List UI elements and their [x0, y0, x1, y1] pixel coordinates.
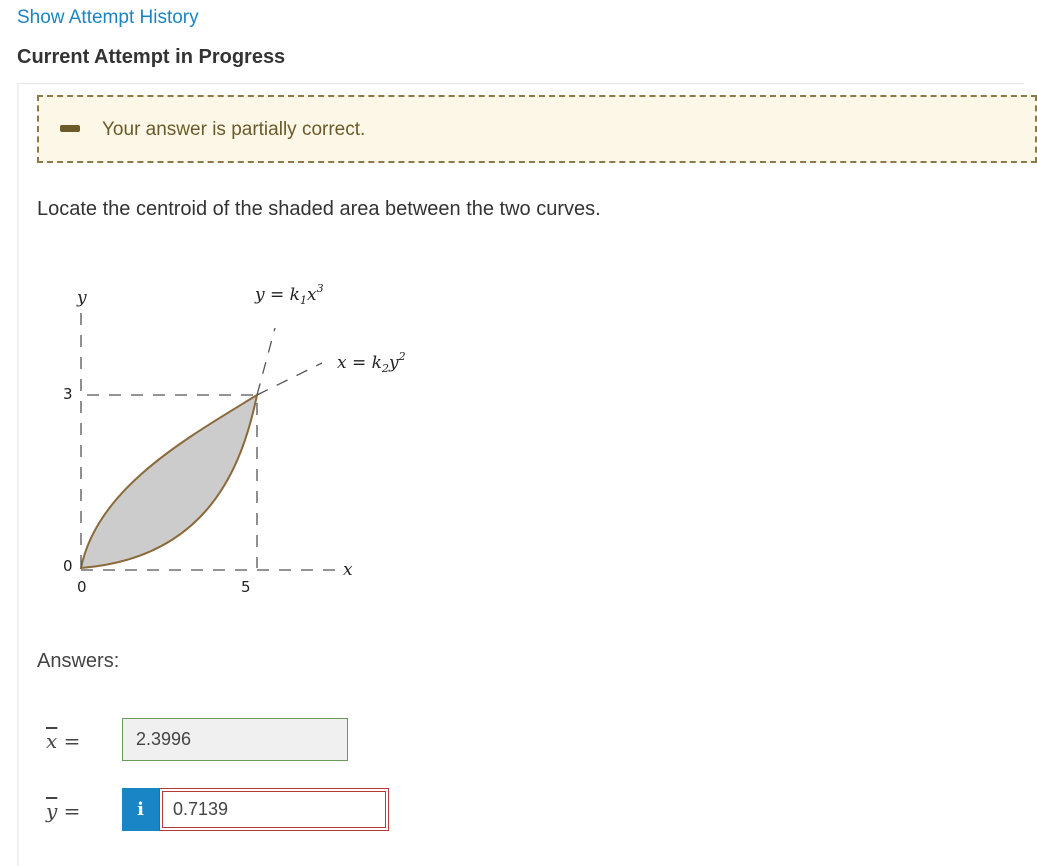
shaded-area — [81, 395, 257, 568]
centroid-figure — [37, 268, 406, 603]
curve1-extension — [257, 328, 275, 395]
y-tick-0: 0 — [63, 557, 73, 575]
ybar-input[interactable]: 0.7139 — [159, 788, 389, 831]
ybar-label — [46, 799, 80, 823]
x-axis-label: x — [343, 560, 353, 580]
ybar-equals: = — [63, 799, 81, 823]
curve2-label: $x = k_2y^2$ — [337, 350, 406, 375]
minus-icon — [60, 125, 80, 132]
answers-heading: Answers: — [37, 650, 120, 672]
xbar-equals: = — [63, 729, 81, 753]
info-button[interactable]: i — [122, 788, 159, 831]
y-axis-label: y — [77, 288, 87, 308]
x-tick-0: 0 — [77, 578, 87, 596]
divider — [17, 83, 1024, 84]
attempt-title: Current Attempt in Progress — [17, 46, 286, 68]
show-attempt-history-link[interactable]: Show Attempt History — [17, 7, 199, 28]
feedback-message: Your answer is partially correct. — [102, 119, 366, 140]
curve1-label: $y = k_1x^3$ — [255, 282, 324, 307]
xbar-symbol: $\overline{x}$ — [46, 729, 58, 753]
left-rule — [17, 84, 19, 866]
curve2-extension — [257, 363, 322, 395]
y-tick-3: 3 — [63, 385, 73, 403]
xbar-input[interactable]: 2.3996 — [122, 718, 348, 761]
feedback-banner — [37, 95, 1037, 163]
xbar-label — [46, 729, 80, 753]
ybar-symbol: $\overline{y}$ — [46, 799, 58, 823]
x-tick-5: 5 — [241, 578, 251, 596]
question-text: Locate the centroid of the shaded area between the two curves. — [37, 198, 601, 220]
